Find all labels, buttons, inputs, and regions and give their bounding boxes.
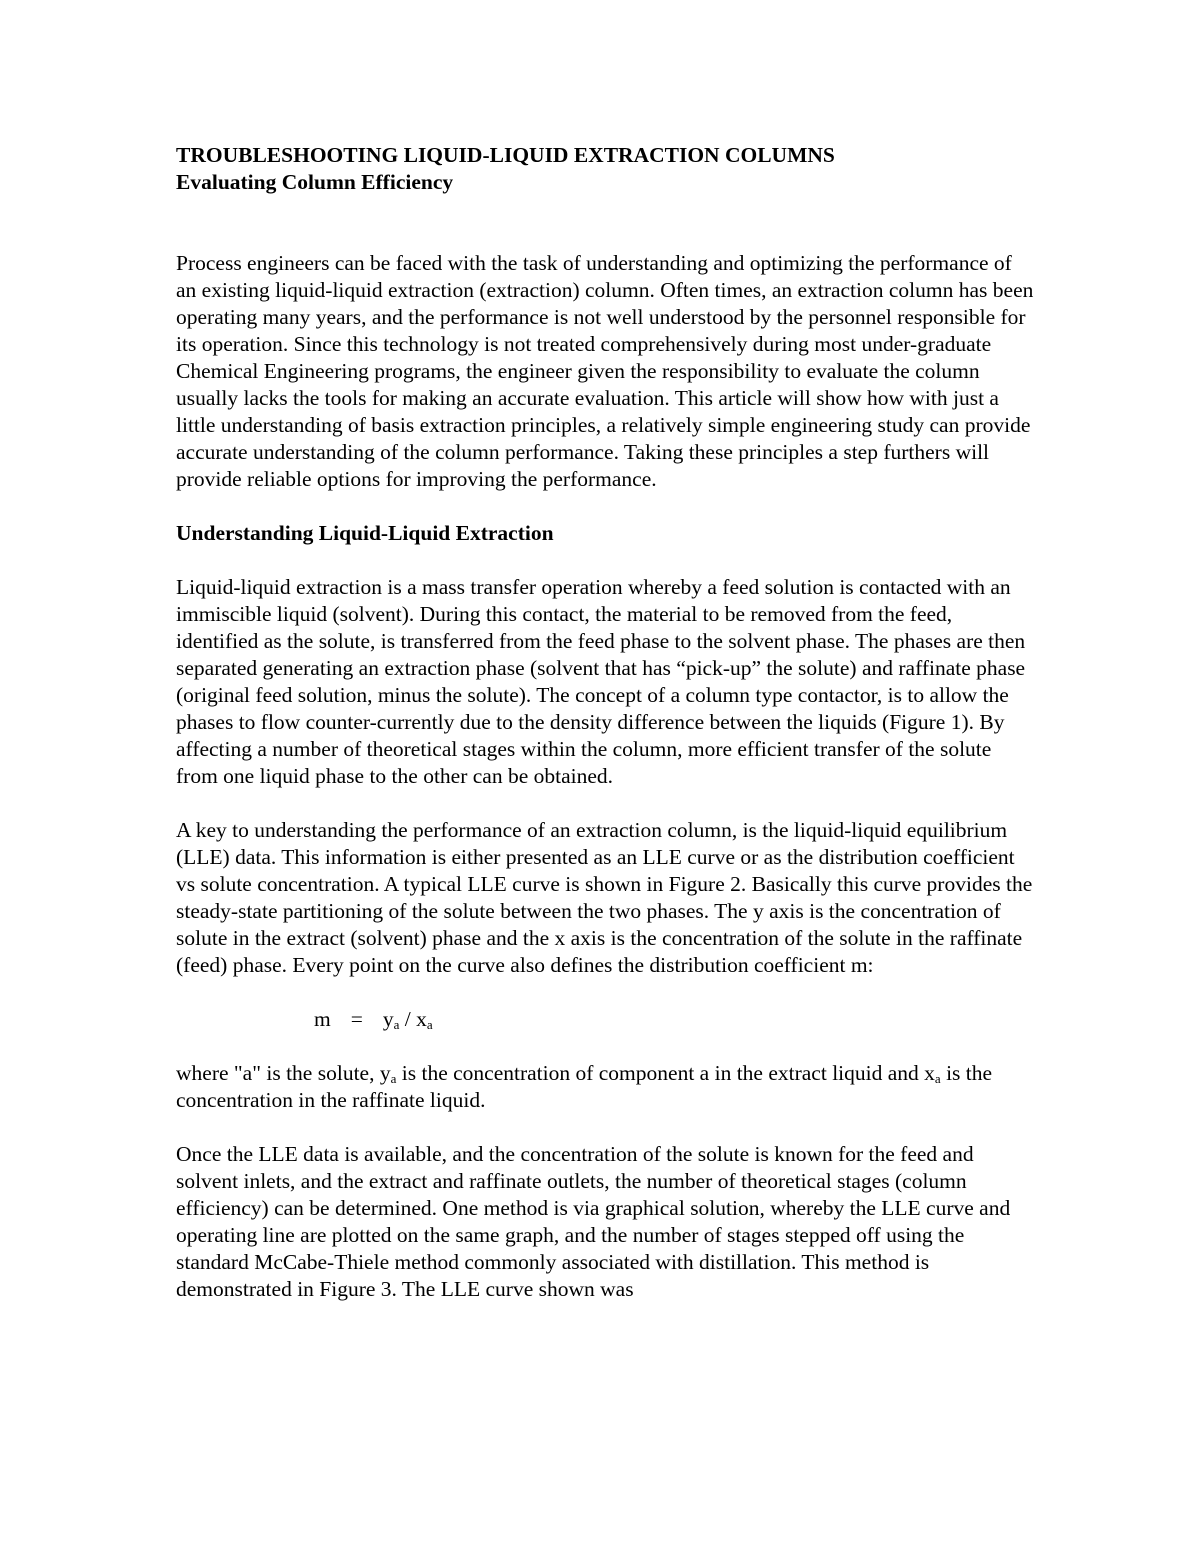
- where-text-1: where "a" is the solute, y: [176, 1061, 391, 1085]
- equation-denominator: [416, 1006, 433, 1033]
- equation-num-sub: a: [393, 1017, 400, 1032]
- equation-den-var: x: [416, 1007, 427, 1031]
- document-subtitle: Evaluating Column Efficiency: [176, 170, 454, 194]
- key-paragraph: A key to understanding the performance of an extraction column, is the liquid-liquid equilibrium (LLE) data. This information is either presented as an LLE curve or as the distribution coefficient vs solute concentration. A typical LLE curve is shown in Figure 2. Basically this curve provides the steady-state partitioning of the solute between the two phases. The y axis is the concentration of solute in the extract (solvent) phase and the x axis is the concentration of the solute in the raffinate (feed) phase. Every point on the curve also defines the distribution coefficient m:: [176, 818, 1033, 977]
- distribution-coefficient-equation: [176, 1006, 1036, 1033]
- where-sub-1: a: [390, 1071, 397, 1086]
- where-text-2: is the concentration of component a in the extract liquid and x: [396, 1061, 935, 1085]
- once-paragraph: Once the LLE data is available, and the concentration of the solute is known for the feed and solvent inlets, and the extract and raffinate outlets, the number of theoretical stages (column efficiency) can be determined. One method is via graphical solution, whereby the LLE curve and operating line are plotted on the same graph, and the number of stages stepped off using the standard McCabe-Thiele method commonly associated with distillation. This method is demonstrated in Figure 3. The LLE curve shown was: [176, 1142, 1011, 1301]
- where-text-3: is the concentration in the raffinate liquid.: [176, 1061, 993, 1112]
- where-sub-2: a: [934, 1071, 941, 1086]
- equation-equals: =: [350, 1007, 363, 1031]
- document-title: TROUBLESHOOTING LIQUID-LIQUID EXTRACTION COLUMNS: [176, 143, 835, 167]
- intro-paragraph: Process engineers can be faced with the task of understanding and optimizing the performance of an existing liquid-liquid extraction (extraction) column. Often times, an extraction column has been operating many years, and the performance is not well understood by the personnel responsible for its operation. Since this technology is not treated comprehensively during most under-graduate Chemical Engineering programs, the engineer given the responsibility to evaluate the column usually lacks the tools for making an accurate evaluation. This article will show how with just a little understanding of basis extraction principles, a relatively simple engineering study can provide accurate understanding of the column performance. Taking these principles a step furthers will provide reliable options for improving the performance.: [176, 251, 1034, 491]
- equation-slash: /: [404, 1007, 411, 1031]
- equation-numerator: [383, 1006, 400, 1033]
- lle-intro-paragraph: Liquid-liquid extraction is a mass transfer operation whereby a feed solution is contacted with an immiscible liquid (solvent). During this contact, the material to be removed from the feed, identified as the solute, is transferred from the feed phase to the solvent phase. The phases are then separated generating an extraction phase (solvent that has “pick-up” the solute) and raffinate phase (original feed solution, minus the solute). The concept of a column type contactor, is to allow the phases to flow counter-currently due to the density difference between the liquids (Figure 1). By affecting a number of theoretical stages within the column, more efficient transfer of the solute from one liquid phase to the other can be obtained.: [176, 575, 1026, 788]
- title-spacer: [176, 196, 1036, 250]
- document-page: [176, 142, 1036, 1330]
- section-heading: Understanding Liquid-Liquid Extraction: [176, 521, 554, 545]
- equation-den-sub: a: [426, 1017, 433, 1032]
- where-paragraph: [176, 1060, 1036, 1114]
- equation-lhs: m: [314, 1007, 331, 1031]
- equation-num-var: y: [382, 1007, 394, 1031]
